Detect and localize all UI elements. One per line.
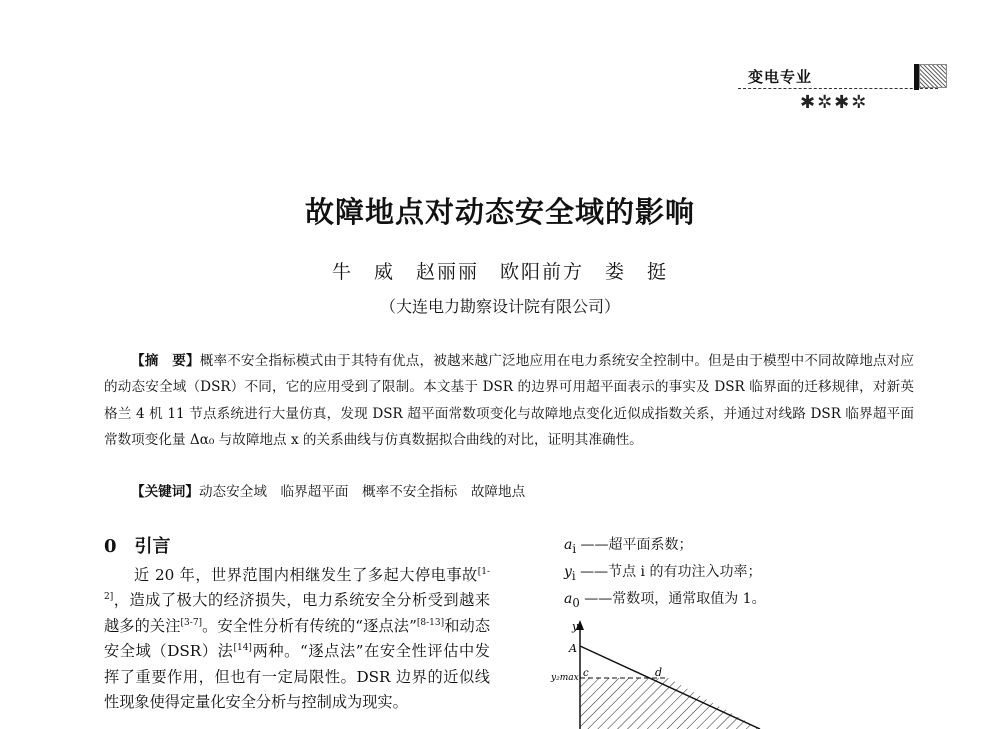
hatched-region (580, 678, 760, 729)
intro-text-2: ，造成了极大的经济损失，电力系统安全分析受到越来越多的关注 (104, 591, 490, 635)
symbol: y (564, 564, 572, 580)
keywords (104, 480, 914, 500)
abstract-text: 概率不安全指标模式由于其特有优点，被越来越广泛地应用在电力系统安全控制中。但是由于模型中不同故障地点对应的动态安全域（DSR）不同，它的应用受到了限制。本文基于 DSR 的边界可用超平面表示的事实及 DSR 临界面的迁移规律，对新英格兰 4 机 11 节点系统进行大量仿真，发现 DSR 超平面常数项变化与故障地点变化近似成指数关系，并通过对线路 DSR 临界超平面常数项变化量 Δα₀ 与故障地点 x 的关系曲线与仿真数据拟合曲线的对比，证明其准确性。 (104, 353, 915, 449)
keywords-text: 动态安全域 临界超平面 概率不安全指标 故障地点 (198, 484, 526, 500)
intro-paragraph (104, 563, 490, 729)
symbol-row (564, 534, 693, 556)
citation-4: [14] (233, 643, 252, 654)
abstract-label: 【摘 要】 (131, 353, 200, 369)
header-pattern (919, 64, 947, 88)
point-d-label: d (655, 666, 663, 679)
symbol-desc: ——节点 i 的有功注入功率； (580, 564, 762, 580)
symbol-row (564, 588, 766, 610)
intro-text-4: 和动态安全域（DSR）法 (104, 616, 490, 661)
section-heading: 0 引言 (104, 536, 171, 557)
symbol-desc: ——常数项，通常取值为 1。 (584, 591, 766, 607)
intro-text-3: 。安全性分析有传统的“逐点法” (202, 616, 417, 635)
point-a-label: A (569, 642, 577, 655)
symbol-subscript: 0 (572, 595, 580, 610)
point-c-label: c (583, 668, 589, 679)
section-label: 变电专业 (748, 68, 813, 86)
y-axis-label: y₂ (572, 620, 583, 633)
symbol-row (564, 561, 762, 583)
symbol-subscript: i (571, 568, 576, 583)
header-rule (738, 88, 938, 89)
authors: 牛 威 赵丽丽 欧阳前方 娄 挺 (331, 261, 668, 283)
ymax-label: y₂max (551, 673, 579, 683)
citation-1: [1-2] (104, 566, 490, 603)
citation-2: [3-7] (180, 617, 203, 628)
header-ornament-icon: ✱✲✱✲ (800, 92, 869, 113)
dsr-diagram (550, 618, 770, 729)
affiliation: （大连电力勘察设计院有限公司） (379, 297, 620, 316)
intro-text-1: 近 20 年，世界范围内相继发生了多起大停电事故 (134, 566, 478, 584)
keywords-label: 【关键词】 (131, 484, 199, 500)
abstract (104, 348, 914, 454)
symbol: a (564, 591, 573, 607)
symbol-desc: ——超平面系数； (580, 537, 693, 553)
citation-3: [8-13] (416, 617, 445, 628)
paper-title: 故障地点对动态安全域的影响 (304, 195, 695, 229)
intro-text-5: 两种。“逐点法”在安全性评估中发挥了重要作用，但也有一定局限性。DSR 边界的近似线性现象使得定量化安全分析与控制成为现实。 (104, 642, 490, 712)
symbol-subscript: i (572, 541, 577, 556)
symbol: a (564, 537, 573, 553)
